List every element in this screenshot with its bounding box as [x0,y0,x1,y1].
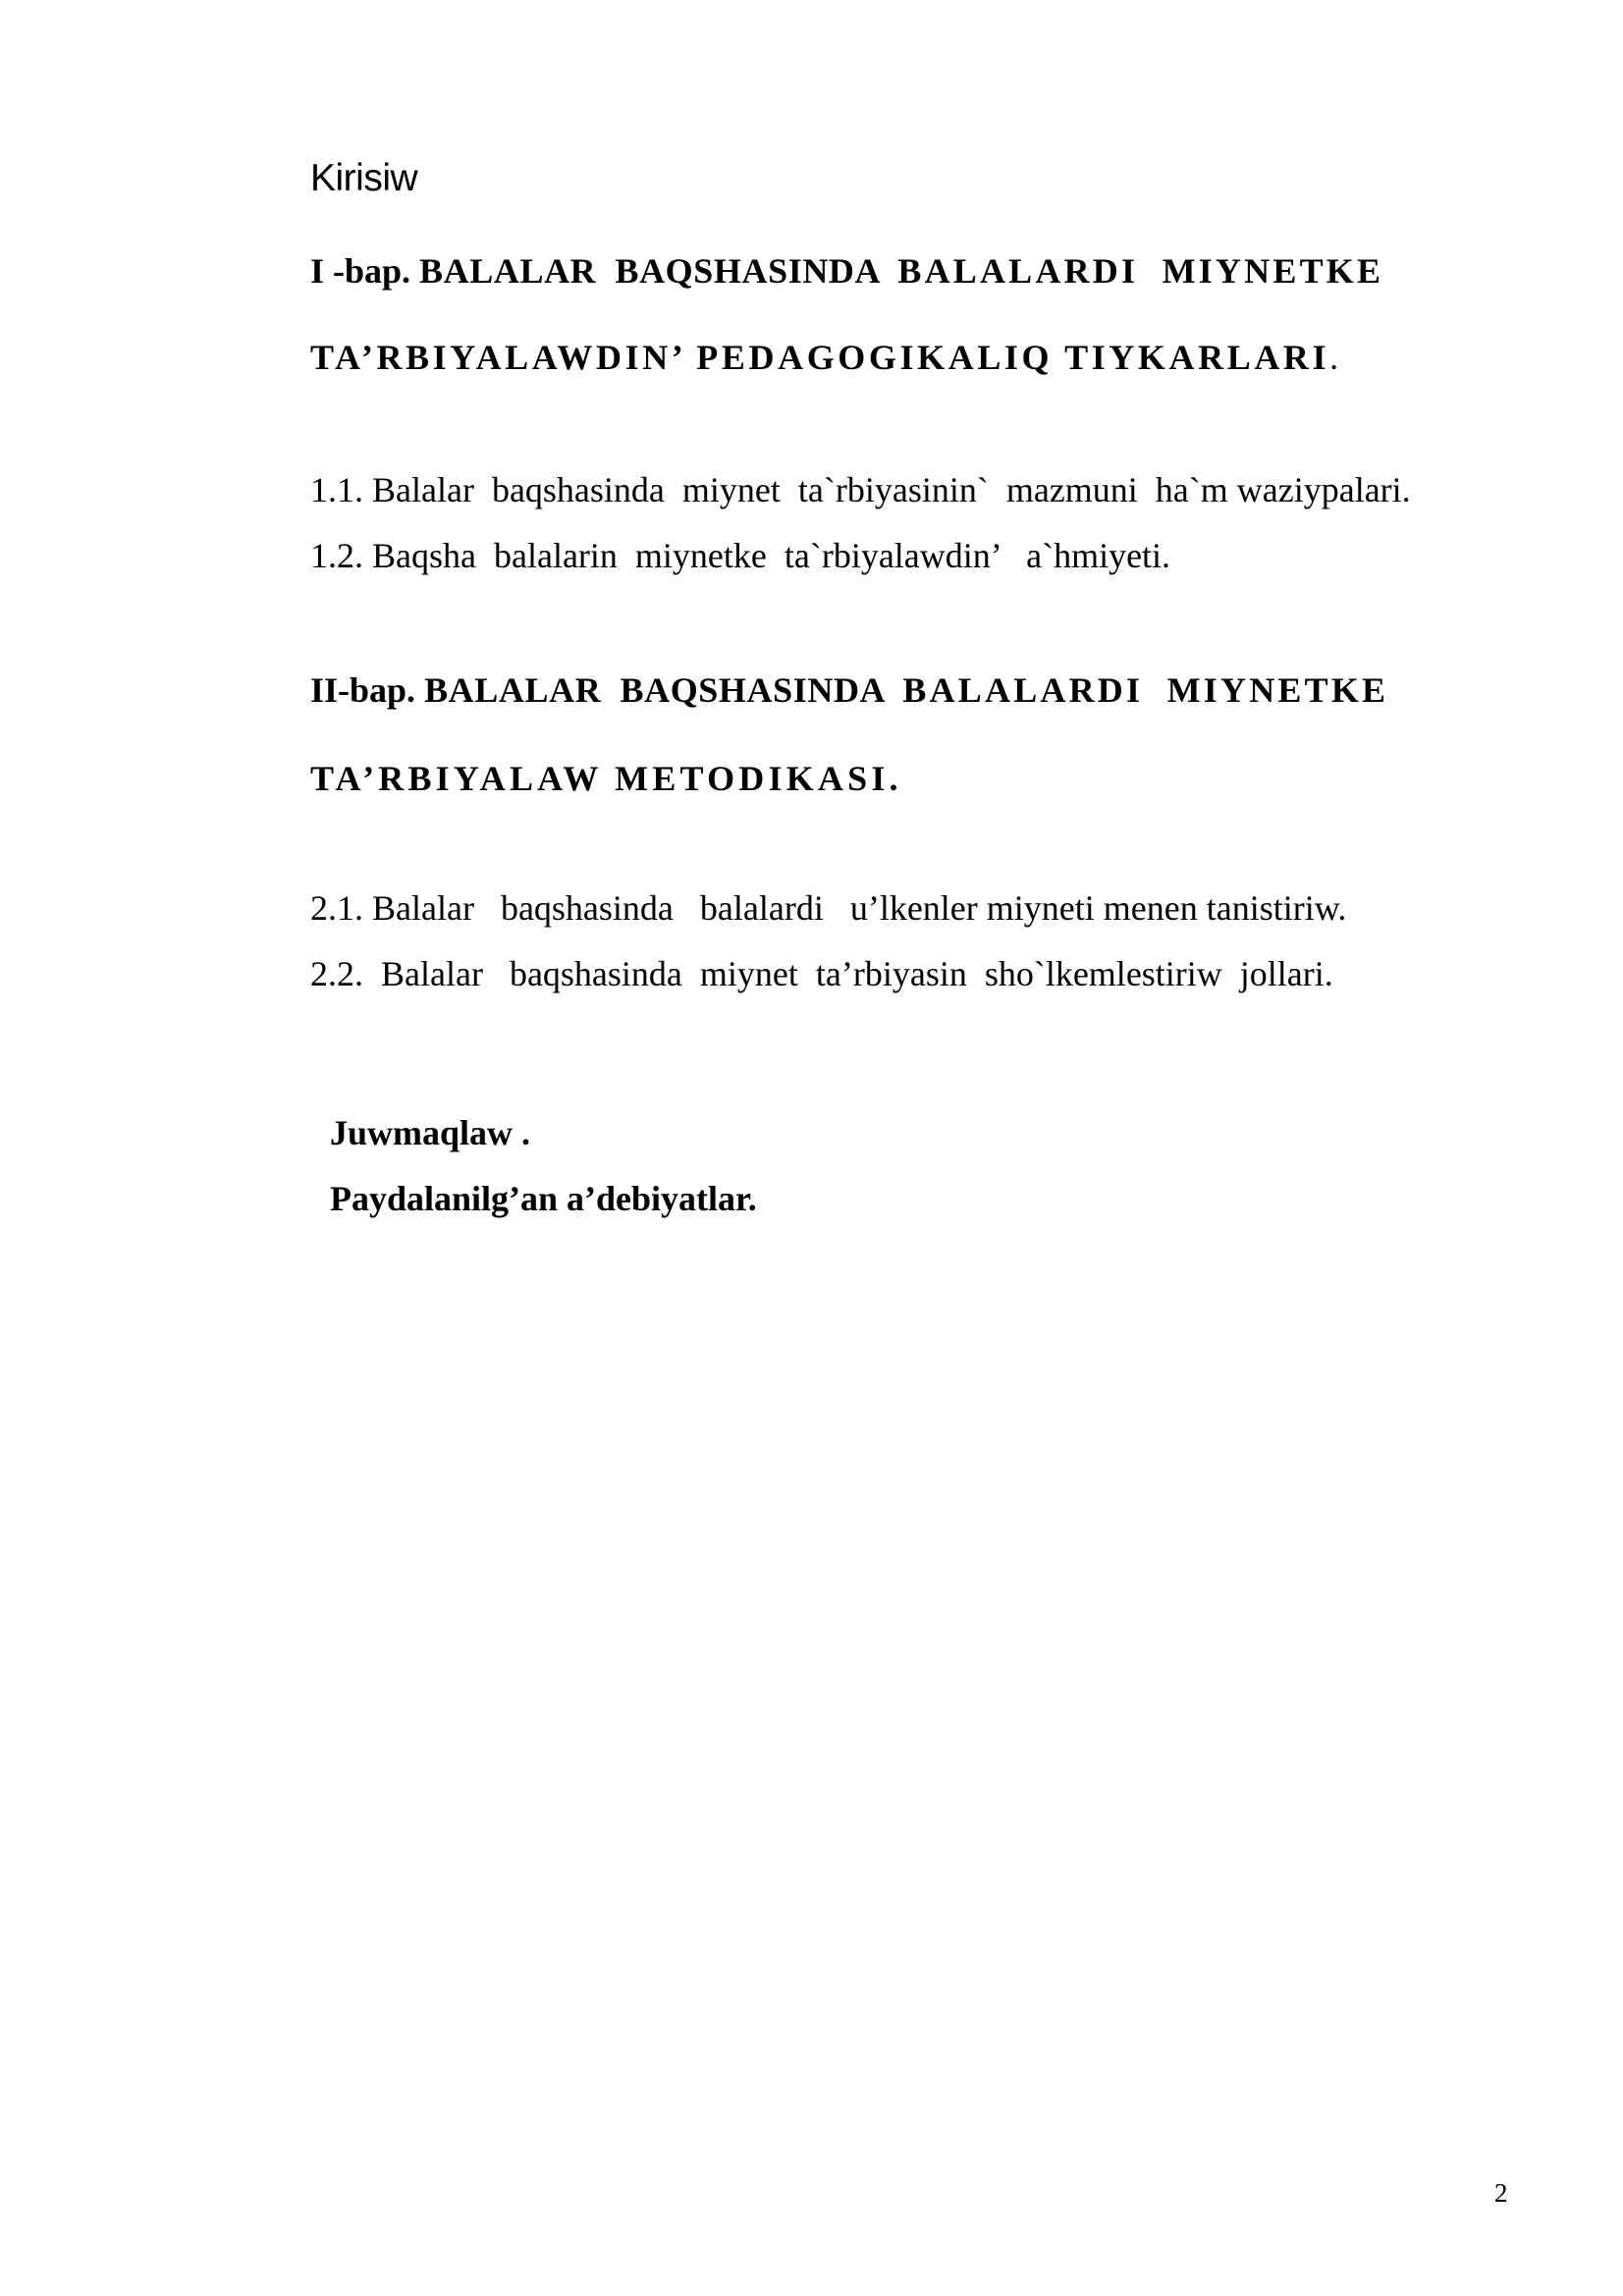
section-2-1: 2.1. Balalar baqshasinda balalardi u’lkenler miyneti menen tanistiriw. [310,888,1347,928]
conclusion-heading: Juwmaqlaw . [330,1113,531,1152]
chapter-1-heading-line-1 [310,253,1383,289]
section-1-1: 1.1. Balalar baqshasinda miynet ta`rbiyasinin` mazmuni ha`m waziypalari. [310,470,1411,509]
chapter-2-title-part-1: BALALAR BAQSHASINDA [424,670,903,710]
chapter-1-title-part-2: BALALARDI MIYNETKE [897,251,1384,291]
page-number: 2 [1494,2178,1508,2208]
section-2-2: 2.2. Balalar baqshasinda miynet ta’rbiyasin sho`lkemlestiriw jollari. [310,954,1333,993]
chapter-2-heading-line-2: TA’RBIYALAW METODIKASI. [310,759,902,798]
chapter-1-heading-line-2 [310,340,1338,375]
chapter-2-prefix: II-bap. [310,670,425,710]
chapter-1-title-part-1: BALALAR BAQSHASINDA [419,251,898,291]
chapter-1-title-line-2: TA’RBIYALAWDIN’ PEDAGOGIKALIQ TIYKARLARI [310,338,1330,377]
chapter-1-title-period: . [1329,338,1339,377]
chapter-2-title-part-2: BALALARDI MIYNETKE [902,670,1389,710]
section-1-2: 1.2. Baqsha balalarin miynetke ta`rbiyalawdin’ a`hmiyeti. [310,536,1171,575]
references-heading: Paydalanilg’an a’debiyatlar. [330,1179,757,1218]
chapter-2-heading-line-1 [310,672,1388,708]
chapter-1-prefix: I -bap. [310,251,420,291]
intro-heading: Kirisiw [310,157,418,199]
